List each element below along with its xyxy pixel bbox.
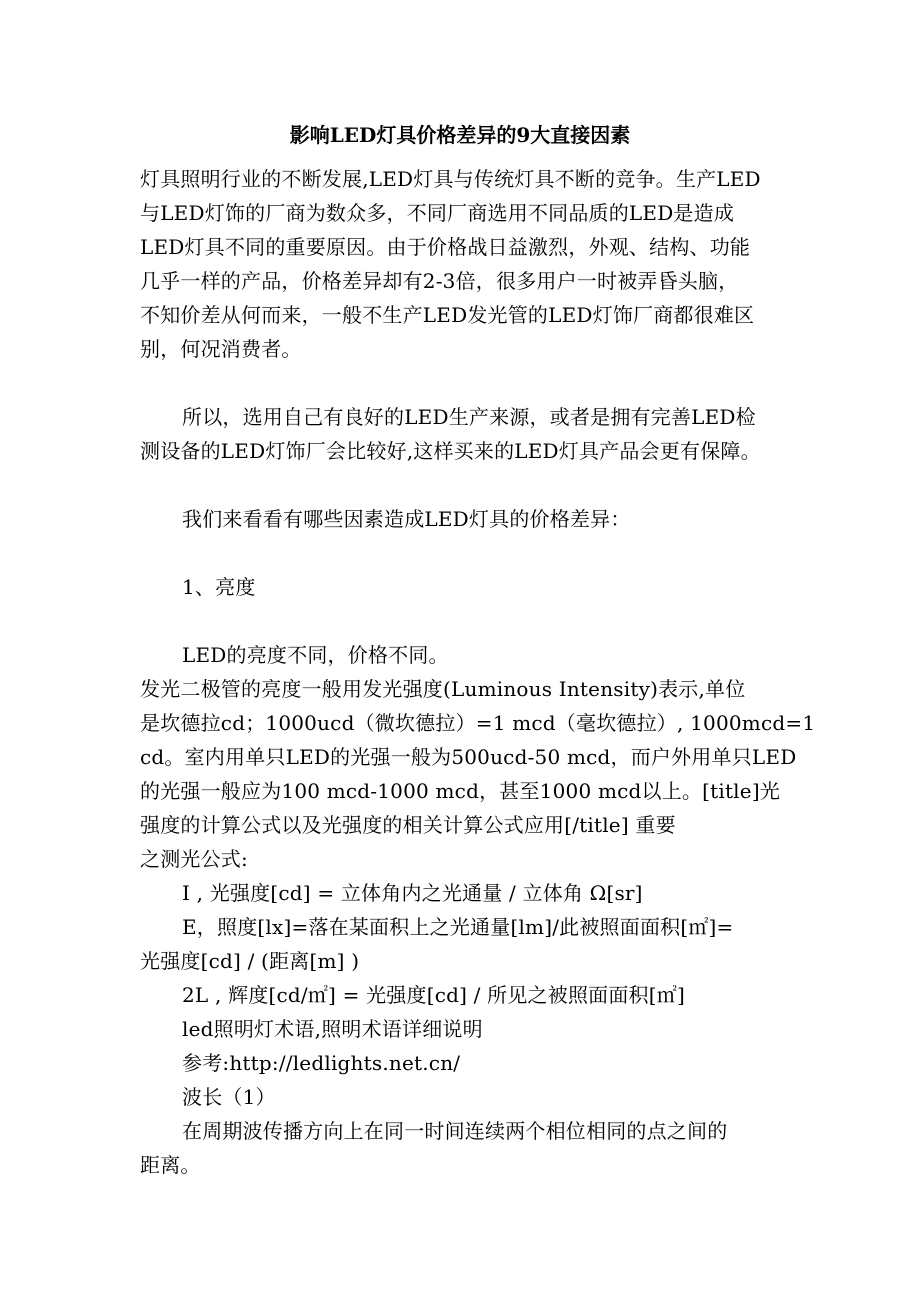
- paragraph-line: 测设备的LED灯饰厂会比较好,这样买来的LED灯具产品会更有保障。: [140, 439, 761, 463]
- paragraph-line: LED灯具不同的重要原因。由于价格战日益激烈，外观、结构、功能: [140, 235, 751, 259]
- paragraph-line: 距离。: [140, 1153, 201, 1177]
- paragraph-line: 与LED灯饰的厂商为数众多，不同厂商选用不同品质的LED是造成: [140, 201, 735, 225]
- paragraph-line: 我们来看看有哪些因素造成LED灯具的价格差异：: [182, 507, 631, 531]
- paragraph-line: 之测光公式:: [140, 847, 248, 871]
- paragraph-line: 强度的计算公式以及光强度的相关计算公式应用[/title] 重要: [140, 813, 676, 837]
- formula-line: 2L , 辉度[cd/㎡] = 光强度[cd] / 所见之被照面面积[㎡]: [182, 983, 685, 1007]
- paragraph-line: 是坎德拉cd；1000ucd（微坎德拉）=1 mcd（毫坎德拉）, 1000mcd=1: [140, 711, 816, 735]
- formula-line: I , 光强度[cd] = 立体角内之光通量 / 立体角 Ω[sr]: [182, 881, 643, 905]
- formula-line: E，照度[lx]=落在某面积上之光通量[lm]/此被照面面积[㎡]=: [182, 915, 734, 939]
- paragraph-line: led照明灯术语,照明术语详细说明: [182, 1017, 483, 1041]
- paragraph-line: 别，何况消费者。: [140, 337, 302, 361]
- paragraph-line: 几乎一样的产品，价格差异却有2-3倍，很多用户一时被弄昏头脑，: [140, 269, 739, 293]
- paragraph-line: 不知价差从何而来，一般不生产LED发光管的LED灯饰厂商都很难区: [140, 303, 755, 327]
- paragraph-line: cd。室内用单只LED的光强一般为500ucd-50 mcd，而户外用单只LED: [140, 745, 797, 769]
- formula-line: 光强度[cd] / (距离[m] ): [140, 949, 360, 973]
- document-title: 影响LED灯具价格差异的9大直接因素: [289, 123, 631, 147]
- reference-line: 参考:http://ledlights.net.cn/: [182, 1051, 461, 1075]
- paragraph-line: 波长（1）: [182, 1085, 276, 1109]
- paragraph-line: 灯具照明行业的不断发展,LED灯具与传统灯具不断的竞争。生产LED: [140, 167, 761, 191]
- paragraph-line: 在周期波传播方向上在同一时间连续两个相位相同的点之间的: [182, 1119, 728, 1143]
- paragraph-line: LED的亮度不同，价格不同。: [182, 643, 449, 667]
- section-heading: 1、亮度: [182, 575, 256, 599]
- paragraph-line: 发光二极管的亮度一般用发光强度(Luminous Intensity)表示,单位: [140, 677, 746, 701]
- paragraph-line: 的光强一般应为100 mcd-1000 mcd，甚至1000 mcd以上。[title]光: [140, 779, 781, 803]
- paragraph-line: 所以，选用自己有良好的LED生产来源，或者是拥有完善LED检: [182, 405, 756, 429]
